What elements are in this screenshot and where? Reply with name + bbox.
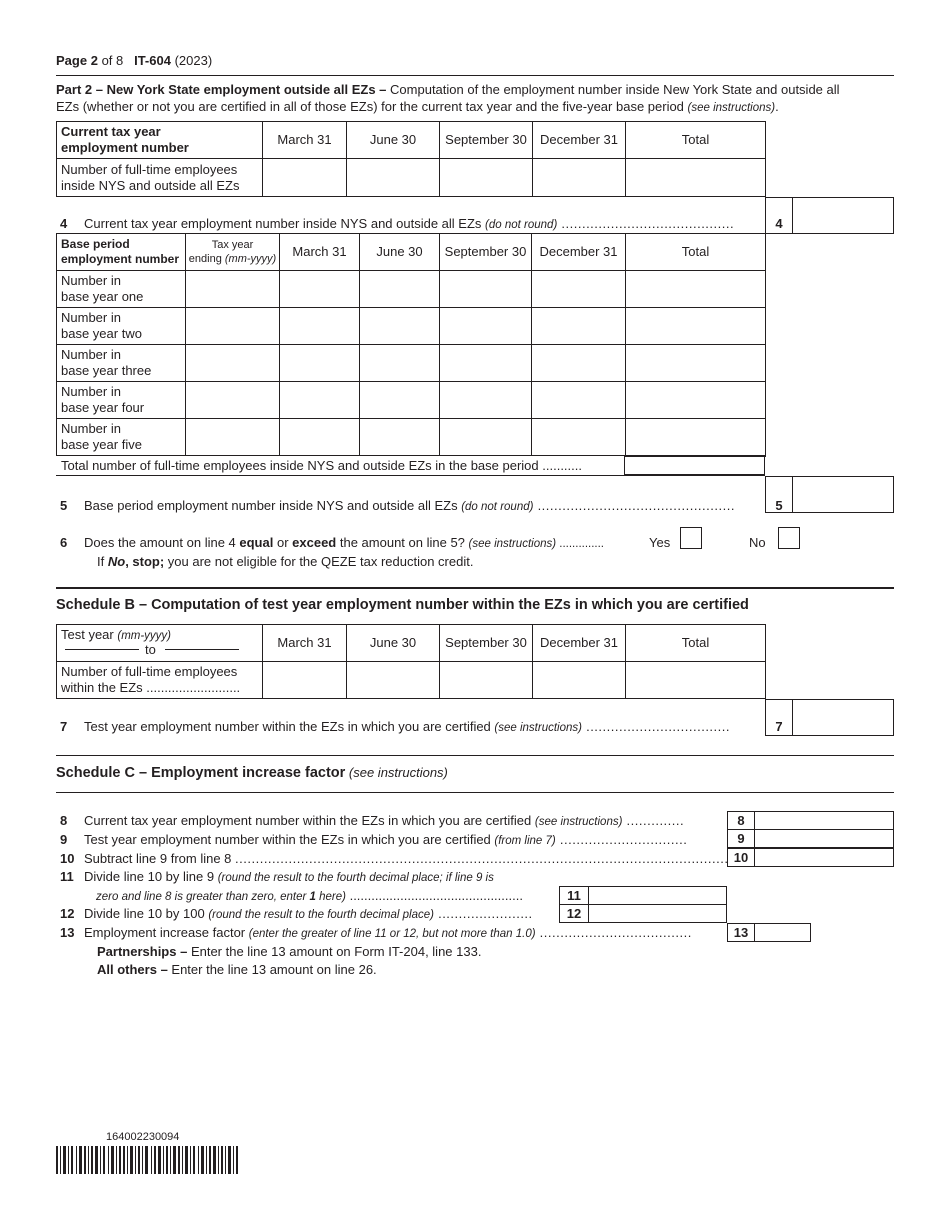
test-year-table [56,624,766,699]
current-december-field[interactable] [533,159,626,197]
col-june: June 30 [347,625,440,662]
line-9-label: 9 [737,831,745,846]
part2-desc2: EZs (whether or not you are certified in all of those EZs) for the current tax year and the five-year base period [56,99,688,114]
form-number: IT-604 [134,53,171,68]
base-period-total-label: Total number of full-time employees inside NYS and outside EZs in the base period ........... [61,458,582,473]
base-year-two-label: Number in base year two [57,308,186,345]
line-13: 13 Employment increase factor (enter the greater of line 11 or 12, but not more than 1.0) ..................................... [60,925,692,940]
base-year-five-total-field[interactable] [626,419,766,456]
base-year-five-ending-field[interactable] [186,419,280,456]
base-year-five-march-field[interactable] [280,419,360,456]
test-september-field[interactable] [440,662,533,699]
line-10-label: 10 [733,850,749,865]
current-june-field[interactable] [347,159,440,197]
base-year-five-december-field[interactable] [532,419,626,456]
col-tax-year-ending: Tax year ending (mm-yyyy) [186,234,280,271]
base-year-one-label: Number in base year one [57,271,186,308]
col-june: June 30 [347,122,440,159]
base-year-one-september-field[interactable] [440,271,532,308]
base-year-one-total-field[interactable] [626,271,766,308]
test-march-field[interactable] [263,662,347,699]
part2-title [56,81,896,117]
section-divider [56,587,894,589]
col-september: September 30 [440,234,532,271]
base-period-table [56,233,766,457]
line-11-label: 11 [567,888,581,903]
divider [56,792,894,793]
line-4-field[interactable] [792,197,894,234]
col-total: Total [626,122,766,159]
line-8-field[interactable] [754,811,894,830]
base-year-five-september-field[interactable] [440,419,532,456]
line-9-field[interactable] [754,829,894,848]
base-year-four-december-field[interactable] [532,382,626,419]
base-period-total-field[interactable] [624,456,765,475]
schedule-b-title: Schedule B – Computation of test year employment number within the EZs in which you are certified [56,597,749,613]
line-4-label: 4 [775,216,783,231]
base-year-three-total-field[interactable] [626,345,766,382]
line-5: 5 Base period employment number inside NYS and outside all EZs (do not round) ................................................ [60,498,735,513]
base-year-one-december-field[interactable] [532,271,626,308]
line-12: 12 Divide line 10 by 100 (round the result to the fourth decimal place) ....................... [60,906,533,921]
page-label: Page [56,53,88,68]
base-year-four-total-field[interactable] [626,382,766,419]
line-6: 6 Does the amount on line 4 equal or exceed the amount on line 5? (see instructions) .............. [60,535,605,550]
col-september: September 30 [440,122,533,159]
line-7-label: 7 [775,719,783,734]
part2-desc1: Computation of the employment number inside New York State and outside all [386,82,840,97]
line-7: 7 Test year employment number within the EZs in which you are certified (see instructions) ................................... [60,719,730,734]
base-year-four-label: Number in base year four [57,382,186,419]
base-year-two-june-field[interactable] [360,308,440,345]
base-year-two-december-field[interactable] [532,308,626,345]
line-5-label: 5 [775,498,783,513]
base-year-four-march-field[interactable] [280,382,360,419]
line-4: 4 Current tax year employment number inside NYS and outside all EZs (do not round) .......................................... [60,216,735,231]
col-march: March 31 [263,122,347,159]
base-year-two-ending-field[interactable] [186,308,280,345]
base-period-corner: Base period employment number [57,234,186,271]
line-7-field[interactable] [792,699,894,736]
col-december: December 31 [533,122,626,159]
col-september: September 30 [440,625,533,662]
barcode [56,1146,240,1174]
col-december: December 31 [532,234,626,271]
base-year-one-march-field[interactable] [280,271,360,308]
no-label: No [749,535,766,550]
yes-checkbox[interactable] [680,527,702,549]
base-year-three-december-field[interactable] [532,345,626,382]
base-year-two-total-field[interactable] [626,308,766,345]
base-year-five-june-field[interactable] [360,419,440,456]
test-year-to: to [145,642,156,657]
current-total-field[interactable] [626,159,766,197]
base-year-three-march-field[interactable] [280,345,360,382]
line-10: 10 Subtract line 9 from line 8 ........................................................................................................................ [60,851,729,866]
base-year-three-ending-field[interactable] [186,345,280,382]
base-year-four-ending-field[interactable] [186,382,280,419]
base-year-three-september-field[interactable] [440,345,532,382]
line-9: 9 Test year employment number within the EZs in which you are certified (from line 7) ............................... [60,832,688,847]
part2-desc2-end: . [775,99,779,114]
current-year-row-label: Number of full-time employees inside NYS and outside all EZs [57,159,263,197]
test-year-row-label: Number of full-time employees within the EZs .......................... [57,662,263,699]
base-year-two-march-field[interactable] [280,308,360,345]
partnerships-instruction: Partnerships – Enter the line 13 amount on Form IT-204, line 133. [97,944,482,959]
section-divider [56,755,894,756]
base-year-five-label: Number in base year five [57,419,186,456]
no-checkbox[interactable] [778,527,800,549]
line-12-label: 12 [566,906,582,921]
line-10-field[interactable] [754,848,894,867]
page-of: of 8 [101,53,124,68]
col-march: March 31 [280,234,360,271]
line-11-field[interactable] [588,886,727,905]
part2-heading: Part 2 – New York State employment outside all EZs – [56,82,387,97]
base-year-three-label: Number in base year three [57,345,186,382]
test-year-corner: Test year (mm-yyyy) to [57,625,263,662]
line-11: 11 Divide line 10 by line 9 (round the result to the fourth decimal place; if line 9 is [60,869,494,884]
schedule-c-title: Schedule C – Employment increase factor (see instructions) [56,765,448,781]
line-5-field[interactable] [792,476,894,513]
current-march-field[interactable] [263,159,347,197]
base-year-one-ending-field[interactable] [186,271,280,308]
test-december-field[interactable] [533,662,626,699]
form-year: (2023) [174,53,213,68]
col-december: December 31 [533,625,626,662]
page-number: 2 [90,53,98,68]
barcode-number: 164002230094 [106,1131,180,1143]
yes-label: Yes [649,535,671,550]
page-header [56,53,212,68]
current-year-table [56,121,766,197]
base-year-one-june-field[interactable] [360,271,440,308]
test-year-start-field[interactable] [65,649,139,650]
base-year-four-september-field[interactable] [440,382,532,419]
line-8: 8 Current tax year employment number within the EZs in which you are certified (see instructions) .............. [60,813,685,828]
line-11-continued: zero and line 8 is greater than zero, enter 1 here) ................................................ [96,888,523,903]
line-6-instruction: If No, stop; you are not eligible for the QEZE tax reduction credit. [97,554,474,569]
line-13-field[interactable] [754,923,811,942]
test-total-field[interactable] [626,662,766,699]
part2-desc2-italic: (see instructions) [687,102,776,114]
divider [56,475,765,476]
current-year-corner: Current tax year employment number [57,122,263,159]
divider [56,75,894,76]
col-total: Total [626,625,766,662]
base-year-two-september-field[interactable] [440,308,532,345]
test-june-field[interactable] [347,662,440,699]
base-year-four-june-field[interactable] [360,382,440,419]
line-12-field[interactable] [588,904,727,923]
base-year-three-june-field[interactable] [360,345,440,382]
test-year-end-field[interactable] [165,649,239,650]
line-13-label: 13 [733,925,749,940]
col-total: Total [626,234,766,271]
col-june: June 30 [360,234,440,271]
line-8-label: 8 [737,813,745,828]
current-september-field[interactable] [440,159,533,197]
col-march: March 31 [263,625,347,662]
others-instruction: All others – Enter the line 13 amount on line 26. [97,962,377,977]
